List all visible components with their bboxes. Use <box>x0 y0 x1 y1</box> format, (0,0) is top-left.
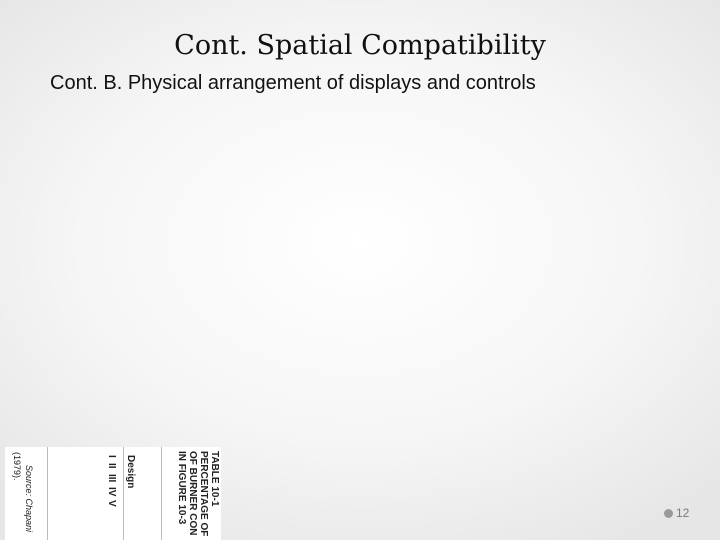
table-column-separator <box>47 447 48 540</box>
table-10-1-image <box>5 447 221 540</box>
table-caption-line: OF BURNER CON <box>187 451 198 536</box>
table-column-header: Design <box>125 455 136 489</box>
table-row-label: IV <box>106 487 117 497</box>
table-column-separator <box>161 447 162 540</box>
table-row-label: I <box>106 455 117 458</box>
table-row-label: V <box>106 500 117 507</box>
slide-title: Cont. Spatial Compatibility <box>174 30 546 61</box>
table-source-year: (1979). <box>12 452 22 481</box>
table-row-label: II <box>106 463 117 469</box>
slide-subtitle: Cont. B. Physical arrangement of displays and controls <box>50 72 536 94</box>
table-caption-line: TABLE 10-1 <box>209 451 220 507</box>
slide-number-indicator <box>664 506 689 520</box>
slide-number: 12 <box>676 506 690 520</box>
table-caption-line: PERCENTAGE OF <box>198 451 209 537</box>
table-row-label: III <box>106 474 117 483</box>
bullet-dot-icon <box>664 509 673 518</box>
table-source-label: Source: Chapani <box>24 465 34 533</box>
table-caption-line: IN FIGURE 10-3 <box>176 451 187 525</box>
table-column-separator <box>123 447 124 540</box>
